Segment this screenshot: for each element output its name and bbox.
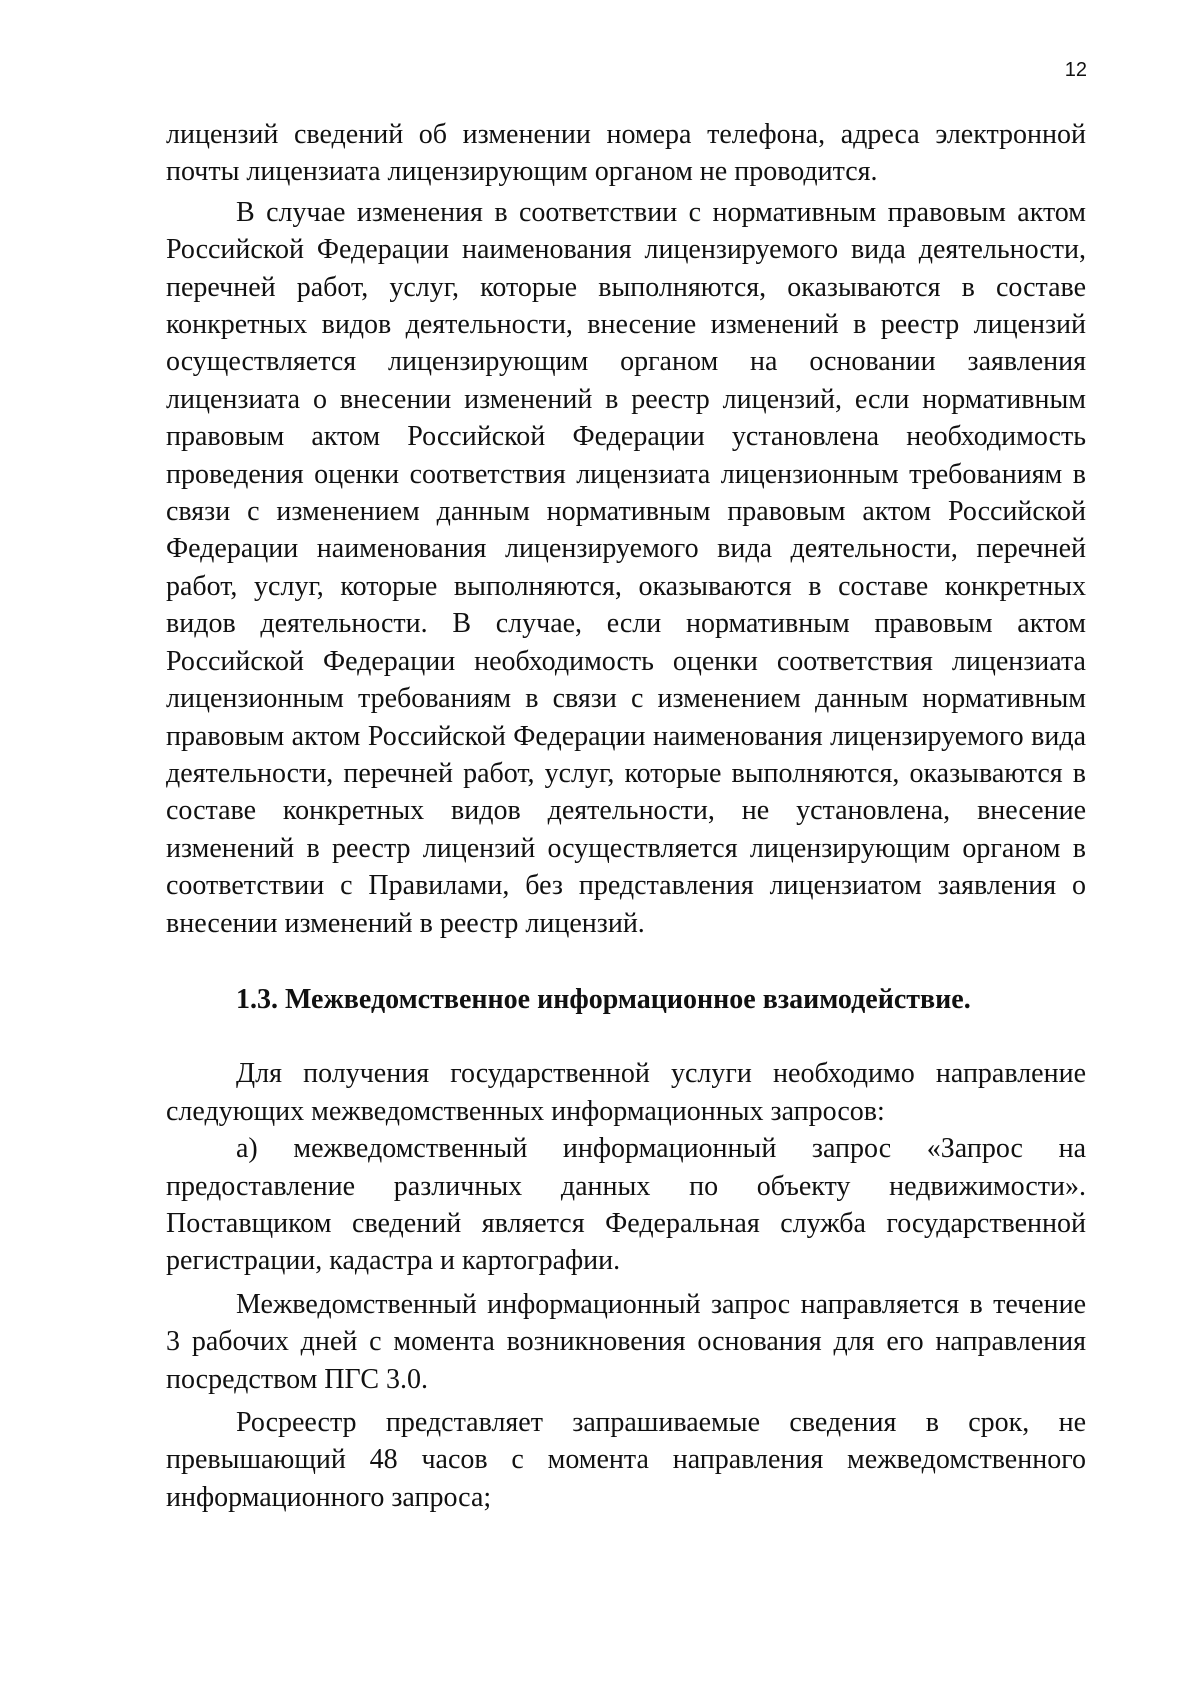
paragraph-2: В случае изменения в соответствии с нормативным правовым актом Российской Федерации наименования лицензируемого вида деятельности, перечней работ, услуг, которые выполняются, оказываются в составе конкретных видов деятельности, внесение изменений в реестр лицензий осуществляется лицензирующим органом на основании заявления лицензиата о внесении изменений в реестр лицензий, если нормативным правовым актом Российской Федерации установлена необходимость проведения оценки соответствия лицензиата лицензионным требованиям в связи с изменением данным нормативным правовым актом Российской Федерации наименования лицензируемого вида деятельности, перечней работ, услуг, которые выполняются, оказываются в составе конкретных видов деятельности. В случае, если нормативным правовым актом Российской Федерации необходимость оценки соответствия лицензиата лицензионным требованиям в связи с изменением данным нормативным правовым актом Российской Федерации наименования лицензируемого вида деятельности, перечней работ, услуг, которые выполняются, оказываются в составе конкретных видов деятельности, не установлена, внесение изменений в реестр лицензий осуществляется лицензирующим органом в соответствии с Правилами, без представления лицензиатом заявления о внесении изменений в реестр лицензий. [166, 196, 1086, 939]
paragraph-3: Для получения государственной услуги необходимо направление следующих межведомственных информационных запросов: [166, 1058, 1086, 1127]
paragraph-6: Росреестр представляет запрашиваемые сведения в срок, не превышающий 48 часов с момента направления межведомственного информационного запроса; [166, 1407, 1086, 1513]
paragraph-5: Межведомственный информационный запрос направляется в течение 3 рабочих дней с момента возникновения основания для его направления посредством ПГС 3.0. [166, 1288, 1086, 1395]
paragraph-4: а) межведомственный информационный запрос «Запрос на предоставление различных данных по объекту недвижимости». Поставщиком сведений является Федеральная служба государственной регистрации, кадастра и картографии. [166, 1133, 1086, 1277]
page-number: 12 [1064, 59, 1087, 81]
section-heading: 1.3. Межведомственное информационное взаимодействие. [236, 983, 971, 1015]
document-body [166, 116, 1086, 1516]
paragraph-1: лицензий сведений об изменении номера телефона, адреса электронной почты лицензиата лицензирующим органом не проводится. [166, 119, 1086, 188]
